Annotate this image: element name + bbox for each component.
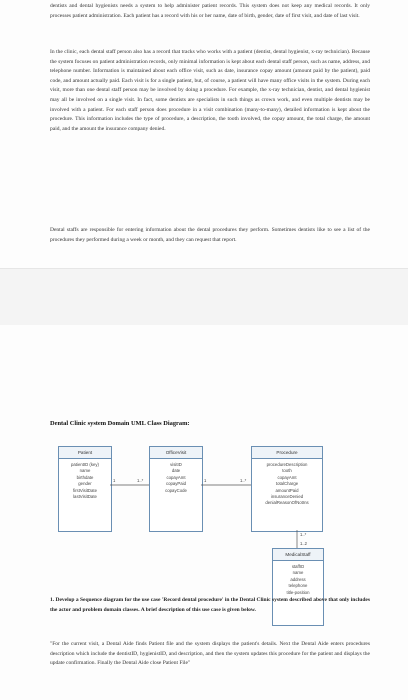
document-page-2	[0, 325, 408, 700]
reporting-paragraph: Dental staffs are responsible for entering information about the dental procedures they perform. Sometimes dentists like to see a list of the procedures they performed during a week or month, and they can request that report.	[50, 227, 370, 243]
use-case-description: "For the current visit, a Dental Aide finds Patient file and the system displays the patient's details. Next the Dental Aide enters procedures description which include the dentistID, hygienistID, and description, and then the system updates this procedure for the patient and displays the update confirmation. Finally the Dental Aide close Patient File"	[50, 641, 370, 667]
procedure-attr: insuranceDenied	[270, 494, 304, 500]
procedure-attr: denialReasonOfNotIns	[265, 500, 309, 506]
uml-class-patient-title: Patient	[59, 447, 111, 459]
patient-attr: lastVisitDate	[73, 494, 97, 500]
medical-staff-attr: name	[292, 570, 304, 576]
uml-class-medical-staff-title: MedicalStaff	[273, 549, 323, 561]
medical-staff-attr: address	[290, 576, 306, 582]
patient-attr: birthdate	[76, 474, 94, 480]
patient-attr: name	[79, 468, 91, 474]
uml-class-procedure-title: Procedure	[252, 447, 322, 459]
intro-paragraph: dentists and dental hygienists needs a system to help administer patient records. This system does not keep any medical records. It only processes patient administration. Each patient has a record with his or her name, date of birth, gender, date of first visit, and date of last visit.	[50, 3, 370, 19]
multiplicity-procedure-staff: 1..*	[300, 532, 307, 537]
uml-class-office-visit-title: OfficeVisit	[150, 447, 202, 459]
page-break	[0, 268, 408, 326]
office-visit-attr: copayAmt	[166, 474, 186, 480]
medical-staff-attr: title-position	[286, 589, 310, 595]
staff-and-visits-paragraph: In the clinic, each dental staff person also has a record that tracks who works with a patient (dentist, dental hygienist, x-ray technician). Because the system focuses on patient administration records, only minimal information is kept about each dental staff person, such as name, address, and telephone number. Information is maintained about each office visit, such as date, insurance copay amount (amount paid by the patient), paid code, and amount actually paid. Each visit is for a single patient, but, of course, a patient will have many office visits in the system. During each visit, more than one dental staff person may be involved by doing a procedure. For example, the x-ray technician, dentist, and dental hygienist may all be involved on a single visit. In fact, some dentists are specialists in such things as crown work, and even multiple dentists may be involved with a patient. For each staff person does procedure in a visit combination (many-to-many), detailed information is kept about the procedure. This information includes the type of procedure, a description, the tooth involved, the copay amount, the total charge, the amount paid, and the amount the insurance company denied.	[50, 49, 370, 132]
procedure-attr: procedureDescription	[266, 462, 308, 467]
diagram-heading: Dental Clinic system Domain UML Class Diagram:	[50, 420, 190, 427]
patient-attr: patientID (key)	[71, 462, 99, 467]
document-page-1	[0, 0, 408, 268]
procedure-attr: totalCharge	[275, 481, 299, 487]
multiplicity-visit-procedure: 1	[204, 478, 207, 483]
office-visit-attr: copayCode	[165, 487, 187, 493]
medical-staff-attr: staffID	[291, 564, 305, 569]
multiplicity-patient: 1	[113, 478, 116, 483]
procedure-attr: copayAmt	[277, 474, 297, 480]
office-visit-attr: date	[171, 468, 181, 474]
patient-attr: firstVisitDate	[72, 487, 98, 493]
procedure-attr: amountPaid	[275, 487, 299, 493]
medical-staff-attr: telephone	[288, 583, 308, 589]
patient-attr: gender	[78, 481, 92, 487]
multiplicity-visit-patient: 1..*	[137, 478, 144, 483]
multiplicity-procedure-visit: 1..*	[240, 478, 247, 483]
procedure-attr: tooth	[282, 468, 292, 474]
multiplicity-staff-procedure: 1..2	[300, 541, 307, 546]
office-visit-attr: copayPaid	[165, 481, 187, 487]
office-visit-attr: visitID	[170, 462, 182, 467]
question-paragraph: 1. Develop a Sequence diagram for the use case 'Record dental procedure' in the Dental Clinic system described above that only includes the actor and problem domain classes. A brief description of this use case is given below.	[50, 597, 370, 613]
